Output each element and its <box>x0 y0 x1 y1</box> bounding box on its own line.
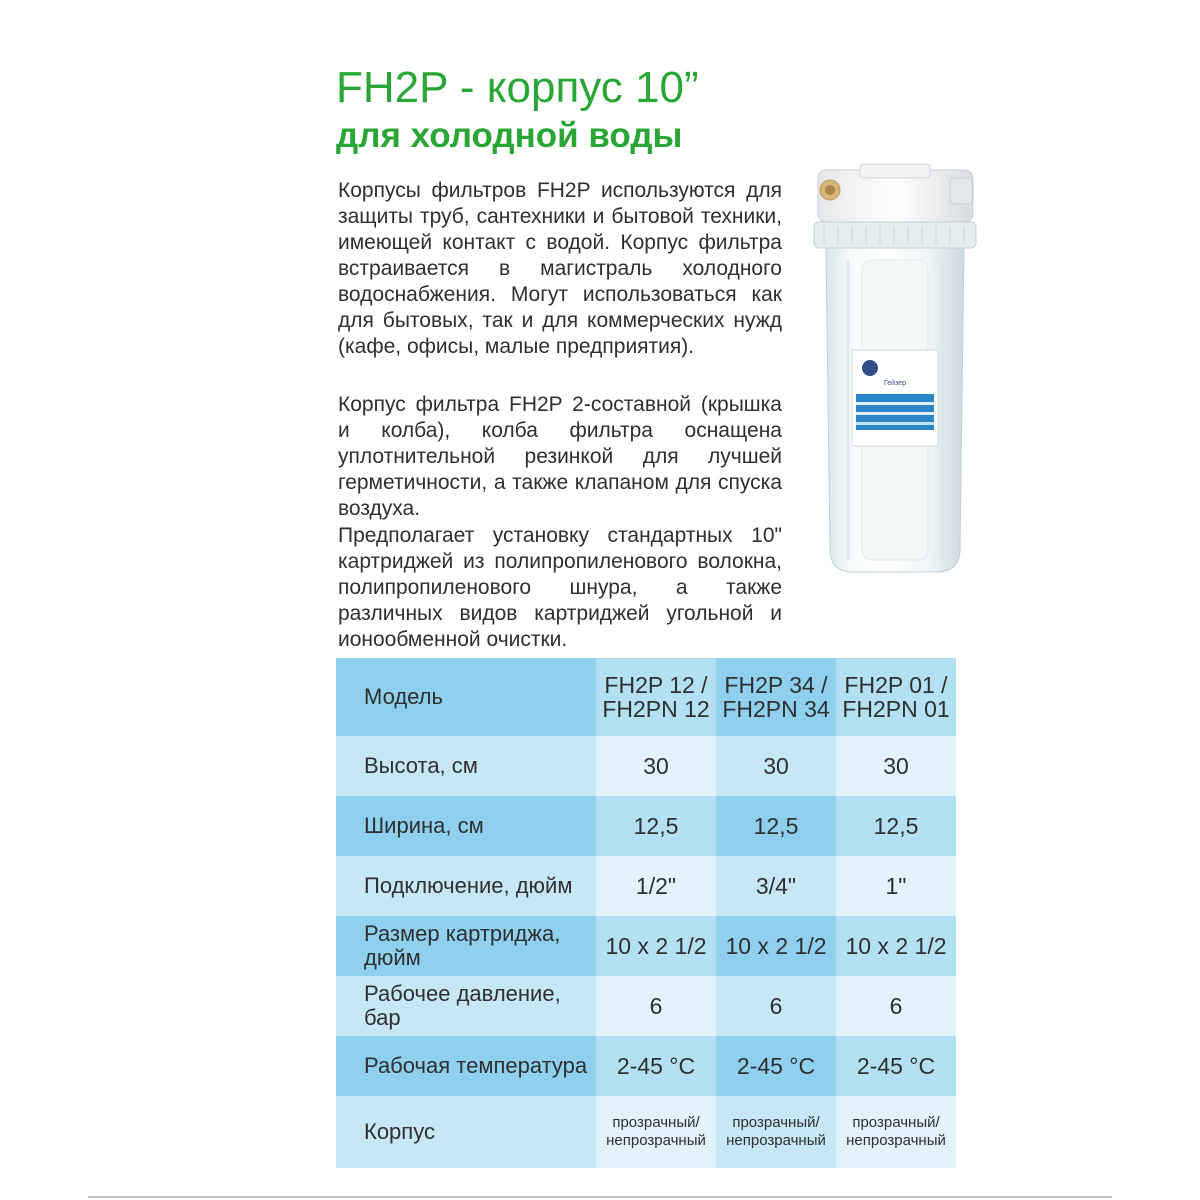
table-row <box>336 1036 956 1096</box>
table-cell-value: 30 <box>596 736 716 796</box>
table-cell-value: 10 x 2 1/2 <box>716 916 836 976</box>
table-cell-value: 10 x 2 1/2 <box>836 916 956 976</box>
table-cell-value: 6 <box>596 976 716 1036</box>
table-cell-label: Подключение, дюйм <box>336 856 596 916</box>
table-cell-value: 12,5 <box>836 796 956 856</box>
table-row <box>336 976 956 1036</box>
table-cell-value: 12,5 <box>716 796 836 856</box>
table-cell-value: 2-45 °C <box>836 1036 956 1096</box>
specification-table <box>336 658 956 1168</box>
table-row <box>336 916 956 976</box>
table-cell-value: прозрачный/ непрозрачный <box>596 1096 716 1168</box>
table-header-row <box>336 658 956 736</box>
description-paragraph: Предполагает установку стандартных 10" картриджей из полипропиленового волокна, полипропиленового шнура, а также различных видов картриджей угольной и ионообменной очистки. <box>338 524 782 651</box>
table-cell-value: прозрачный/ непрозрачный <box>836 1096 956 1168</box>
water-filter-housing-image <box>800 150 990 580</box>
table-cell-label: Высота, см <box>336 736 596 796</box>
table-cell-value: 30 <box>716 736 836 796</box>
table-row <box>336 736 956 796</box>
table-row <box>336 796 956 856</box>
table-cell-value: 1/2" <box>596 856 716 916</box>
table-cell-value: 12,5 <box>596 796 716 856</box>
table-cell-value: 30 <box>836 736 956 796</box>
table-cell-value: 6 <box>836 976 956 1036</box>
page-bottom-divider <box>88 1196 1112 1198</box>
table-cell-value: 6 <box>716 976 836 1036</box>
table-cell-label: Рабочее давление, бар <box>336 976 596 1036</box>
table-row <box>336 856 956 916</box>
page-subtitle: для холодной воды <box>336 116 683 155</box>
table-cell-value: прозрачный/ непрозрачный <box>716 1096 836 1168</box>
description-paragraph: Корпус фильтра FH2P 2-составной (крышка и колба), колба фильтра оснащена уплотнительной резинкой для лучшей герметичности, а также клапаном для спуска воздуха. <box>338 393 782 520</box>
table-cell-value: 2-45 °C <box>596 1036 716 1096</box>
table-cell-model: FH2P 34 / FH2PN 34 <box>716 658 836 736</box>
table-cell-value: 1" <box>836 856 956 916</box>
table-cell-model: FH2P 12 / FH2PN 12 <box>596 658 716 736</box>
table-row <box>336 1096 956 1168</box>
table-cell-label: Ширина, см <box>336 796 596 856</box>
table-cell-label: Рабочая температура <box>336 1036 596 1096</box>
table-cell-label: Размер картриджа, дюйм <box>336 916 596 976</box>
table-cell-label: Корпус <box>336 1096 596 1168</box>
table-cell-value: 2-45 °C <box>716 1036 836 1096</box>
table-cell-value: 3/4" <box>716 856 836 916</box>
table-cell-model: FH2P 01 / FH2PN 01 <box>836 658 956 736</box>
table-cell-label: Модель <box>336 658 596 736</box>
description-paragraph: Корпусы фильтров FH2P используются для защиты труб, сантехники и бытовой техники, имеющей контакт с водой. Корпус фильтра встраивается в магистраль холодного водоснабжения. Могут использоваться как для бытовых, так и для коммерческих нужд (кафе, офисы, малые предприятия). <box>338 179 782 358</box>
product-brand-label: Гейзер <box>883 380 907 387</box>
page-title: FH2P - корпус 10” <box>336 63 699 112</box>
table-cell-value: 10 x 2 1/2 <box>596 916 716 976</box>
